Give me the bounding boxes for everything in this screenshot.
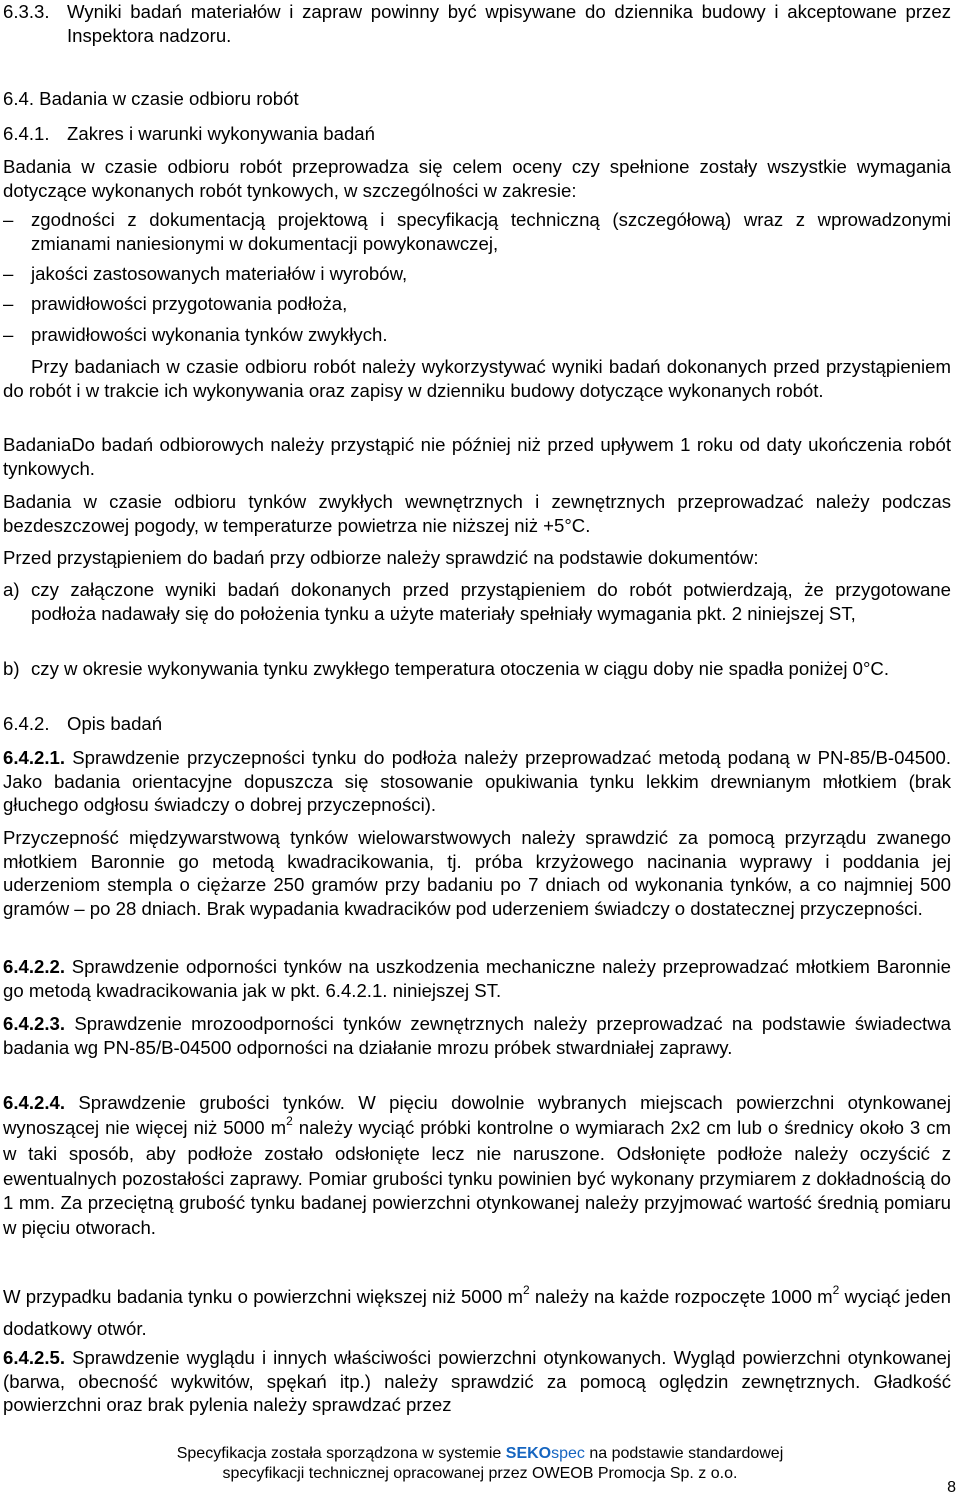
- paragraph-text: należy wyciąć próbki kontrolne o wymiarach 2x2 cm lub o średnicy około 3 cm w taki sposób, aby podłoże zostało odsłonięte lecz nie naruszone. Odsłonięte podłoże należy oczyścić z ewentualnych pozostałości zaprawy. Pomiar grubości tynku powinien być wykonany przymiarem z dokładnością do 1 mm. Za przeciętną grubość tynku badanej powierzchni otynkowanej należy przyjmować wartość średnią pomiaru w pięciu otworach.: [3, 1116, 951, 1238]
- list-item-text: czy załączone wyniki badań dokonanych przed przystąpieniem do robót potwierdzają, że przygotowane podłoża nadawały się do położenia tynku a użyte materiały spełniały wymagania pkt. 2 niniejszej ST,: [31, 579, 951, 624]
- paragraph-text: Sprawdzenie przyczepności tynku do podłoża należy przeprowadzać metodą podaną w PN-85/B-04500. Jako badania orientacyjne dopuszcza się stosowanie opukiwania tynku lekkim drewnianym młotkiem (brak głuchego odgłosu świadczy o dobrej przyczepności).: [3, 747, 951, 815]
- paragraph-w-przypadku: [3, 1282, 951, 1343]
- section-number: 6.3.3.: [3, 1, 50, 22]
- footer-text: na podstawie standardowej: [584, 1445, 784, 1462]
- paragraph-6-4-2-3: [3, 1012, 951, 1059]
- dash-bullet: –: [3, 209, 14, 230]
- section-heading-6-4: 6.4. Badania w czasie odbioru robót: [3, 88, 299, 109]
- sekospec-logo-spec: spec: [551, 1445, 585, 1462]
- list-item: [3, 208, 951, 255]
- paragraph-text: należy na każde rozpoczęte 1000 m: [529, 1286, 833, 1307]
- section-number: 6.4.2.2.: [3, 956, 66, 977]
- paragraph-6-4-2-5: [3, 1346, 951, 1417]
- heading-text: Opis badań: [67, 713, 163, 734]
- section-number: 6.4.2.5.: [3, 1347, 66, 1368]
- paragraph-badania-w-czasie: Badania w czasie odbioru tynków zwykłych wewnętrznych i zewnętrznych przeprowadzać należy podczas bezdeszczowej pogody, w temperaturze powietrza nie niższej niż +5°C.: [3, 491, 951, 536]
- list-marker: a): [3, 579, 20, 600]
- page-number: 8: [947, 1479, 956, 1496]
- section-number: 6.4.2.4.: [3, 1092, 66, 1113]
- dash-bullet: –: [3, 263, 14, 284]
- paragraph-text: Sprawdzenie wyglądu i innych właściwości powierzchni otynkowanych. Wygląd powierzchni otynkowanej (barwa, obecność wykwitów, spękań itp.) należy sprawdzić za pomocą oględzin zewnętrznych. Gładkość powierzchni oraz brak pylenia należy sprawdzać przez: [3, 1347, 951, 1415]
- footer-line-2: specyfikacji technicznej opracowanej przez OWEOB Promocja Sp. z o.o.: [222, 1465, 738, 1482]
- section-number: 6.4.2.: [3, 713, 50, 734]
- section-heading-6-4-2: [3, 712, 951, 736]
- heading-text: Zakres i warunki wykonywania badań: [67, 123, 375, 144]
- section-number: 6.4.1.: [3, 123, 50, 144]
- page-footer: [0, 1444, 960, 1484]
- sekospec-logo-seko: SEKO: [505, 1445, 552, 1462]
- list-item-text: zgodności z dokumentacją projektową i specyfikacją techniczną (szczegółową) wraz z wprowadzonymi zmianami naniesionymi w dokumentacji powykonawczej,: [31, 209, 951, 254]
- paragraph-intro: Badania w czasie odbioru robót przeprowadza się celem oceny czy spełnione zostały wszystkie wymagania dotyczące wykonanych robót tynkowych, w szczególności w zakresie:: [3, 156, 951, 201]
- paragraph-przyczepnosc: Przyczepność międzywarstwową tynków wielowarstwowych należy sprawdzić za pomocą przyrządu zwanego młotkiem Baronnie go metodą kwadracikowania, tj. próba krzyżowego nacinania wyprawy i poddania jej uderzeniom stempla o ciężarze 250 gramów przy badaniu po 7 dniach od wykonania tynków, a co najmniej 500 gramów – po 28 dniach. Brak wypadania kwadracików pod uderzeniem świadczy o dostatecznej przyczepności.: [3, 827, 951, 919]
- superscript: 2: [832, 1283, 840, 1297]
- list-item-text: prawidłowości wykonania tynków zwykłych.: [31, 324, 388, 345]
- list-item: [3, 657, 951, 681]
- section-number: 6.4.2.1.: [3, 747, 66, 768]
- paragraph-text: Sprawdzenie grubości tynków. W pięciu dowolnie wybranych miejscach powierzchni otynkowanej wynoszącej nie więcej niż 5000 m: [3, 1092, 951, 1138]
- dash-bullet: –: [3, 324, 14, 345]
- dash-bullet: –: [3, 293, 14, 314]
- paragraph-przy-badaniach: Przy badaniach w czasie odbioru robót należy wykorzystywać wyniki badań dokonanych przed przystąpieniem do robót i w trakcie ich wykonywania oraz zapisy w dzienniku budowy dotyczące wykonanych robót.: [3, 356, 951, 401]
- paragraph-6-4-2-4: [3, 1091, 951, 1240]
- section-number: 6.4.2.3.: [3, 1013, 66, 1034]
- paragraph-text: wyciąć jeden dodatkowy otwór.: [3, 1286, 951, 1339]
- paragraph-text: Wyniki badań materiałów i zapraw powinny być wpisywane do dziennika budowy i akceptowane przez Inspektora nadzoru.: [67, 1, 951, 46]
- paragraph-text: Sprawdzenie odporności tynków na uszkodzenia mechaniczne należy przeprowadzać młotkiem Baronnie go metodą kwadracikowania jak w pkt. 6.4.2.1. niniejszej ST.: [3, 956, 952, 1001]
- list-marker: b): [3, 658, 20, 679]
- list-item: [3, 262, 951, 286]
- list-item-text: prawidłowości przygotowania podłoża,: [31, 293, 348, 314]
- section-heading-6-4-1: [3, 122, 951, 146]
- list-item: [3, 292, 951, 316]
- footer-line-1: [0, 1444, 960, 1464]
- footer-text: Specyfikacja została sporządzona w systemie: [176, 1445, 506, 1462]
- superscript: 2: [523, 1283, 530, 1297]
- paragraph-6-4-2-2: [3, 955, 951, 1002]
- paragraph-6-3-3: [3, 0, 951, 47]
- paragraph-6-4-2-1: [3, 746, 951, 817]
- list-item: [3, 578, 951, 625]
- list-item-text: czy w okresie wykonywania tynku zwykłego temperatura otoczenia w ciągu doby nie spadła poniżej 0°C.: [31, 658, 890, 679]
- paragraph-badaniado: BadaniaDo badań odbiorowych należy przystąpić nie później niż przed upływem 1 roku od daty ukończenia robót tynkowych.: [3, 434, 951, 479]
- list-item: [3, 323, 951, 347]
- paragraph-text: Sprawdzenie mrozoodporności tynków zewnętrznych należy przeprowadzać na podstawie świadectwa badania wg PN-85/B-04500 odporności na działanie mrozu próbek stwardniałej zaprawy.: [3, 1013, 951, 1058]
- paragraph-przed-przystapieniem: Przed przystąpieniem do badań przy odbiorze należy sprawdzić na podstawie dokumentów:: [3, 547, 759, 568]
- superscript: 2: [286, 1113, 293, 1128]
- list-item-text: jakości zastosowanych materiałów i wyrobów,: [31, 263, 408, 284]
- paragraph-text: W przypadku badania tynku o powierzchni większej niż 5000 m: [3, 1286, 524, 1307]
